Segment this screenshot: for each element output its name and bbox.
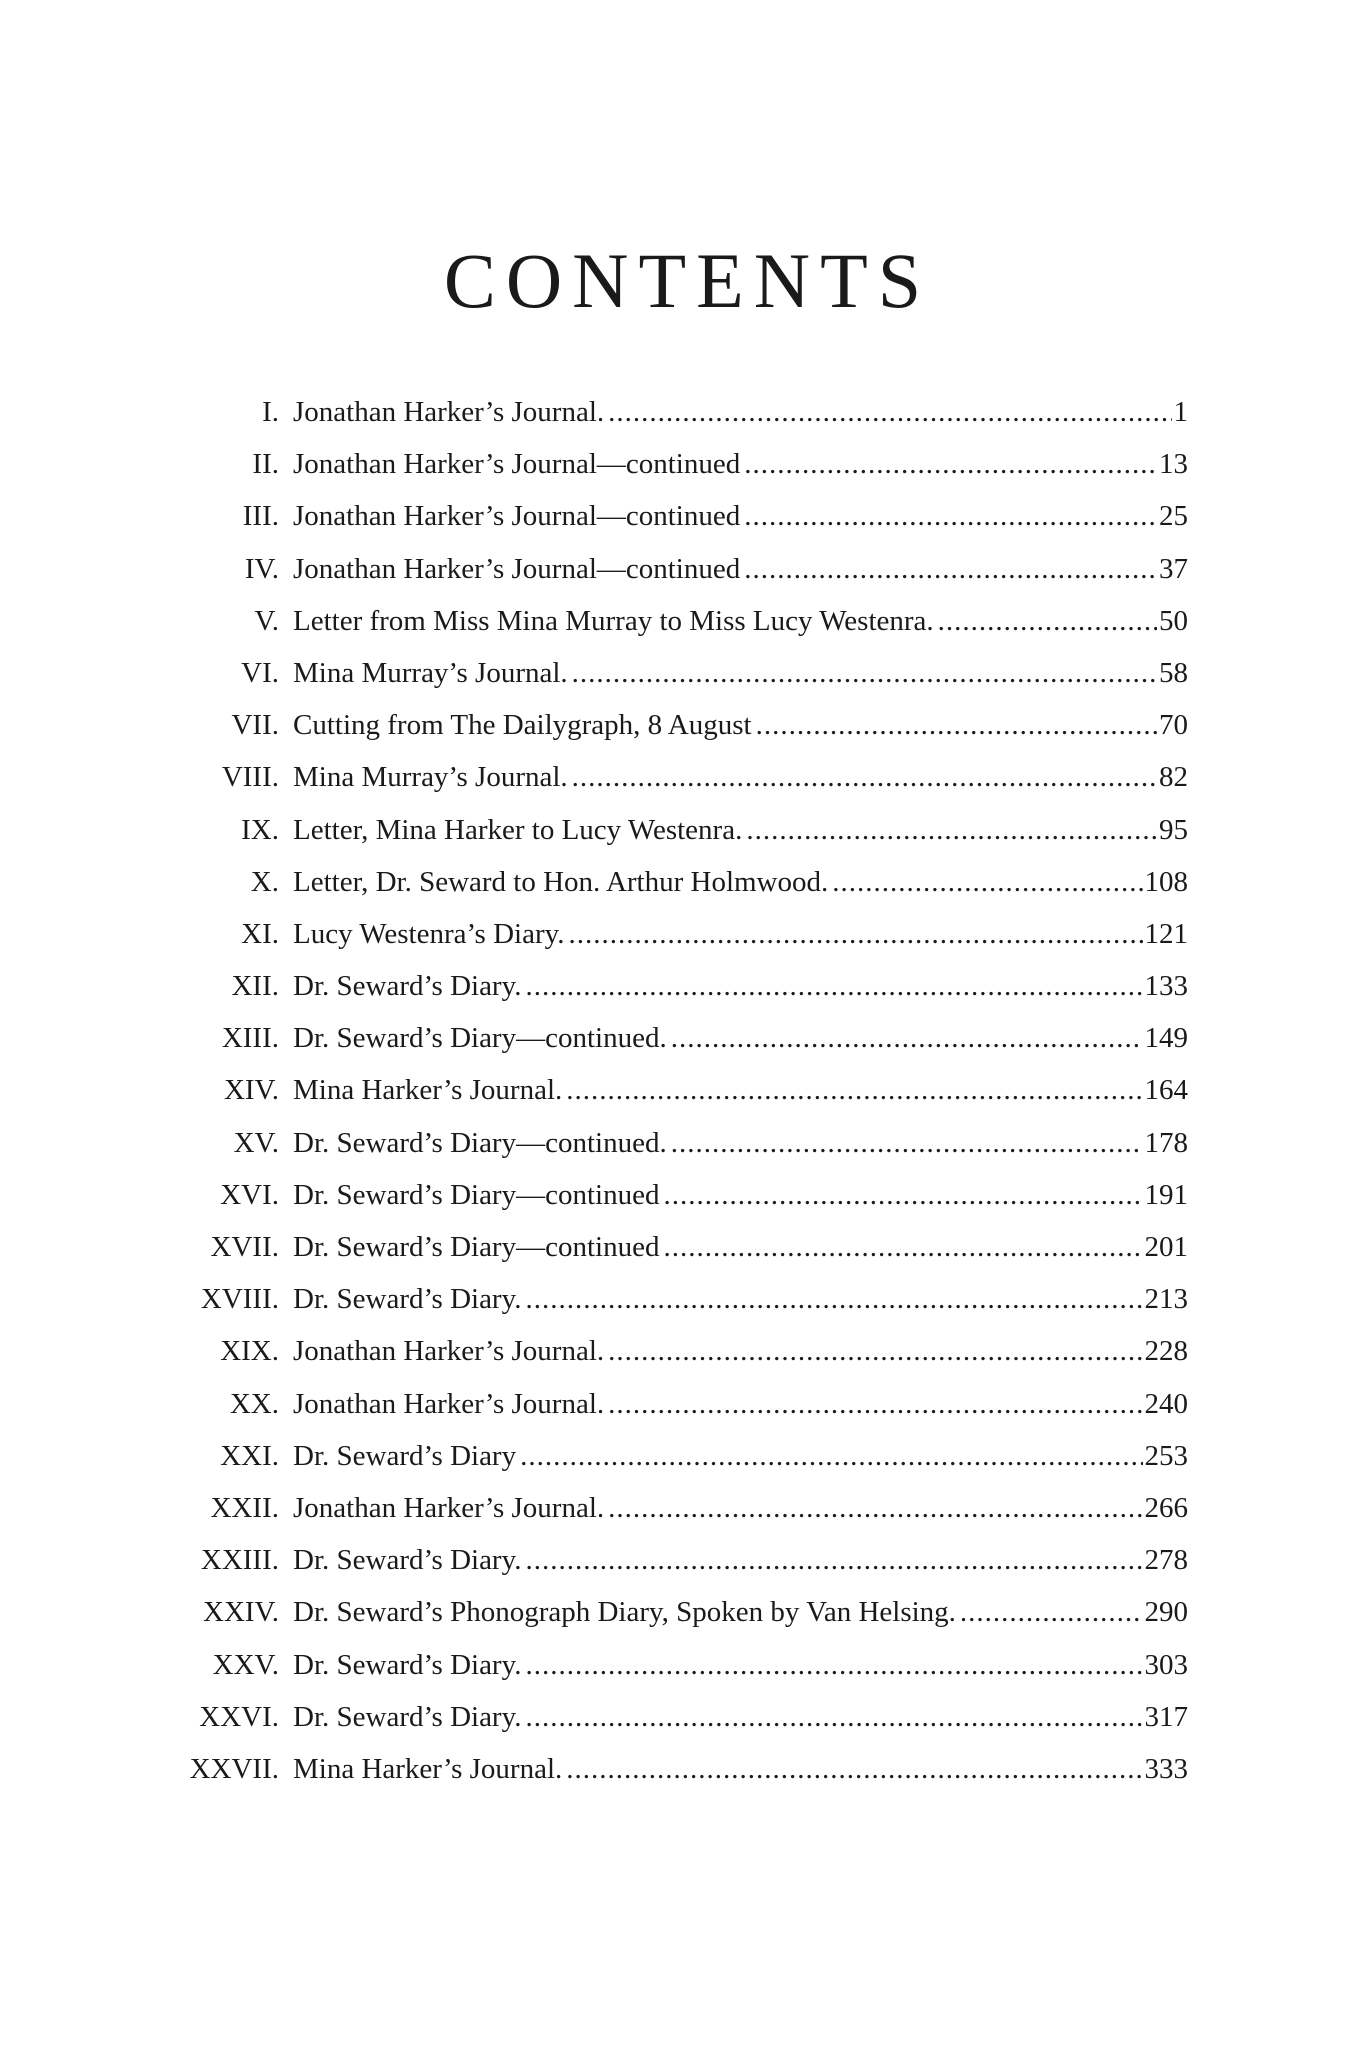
dot-leader [525, 1639, 1142, 1691]
dot-leader [663, 1221, 1142, 1273]
chapter-title: Dr. Seward’s Diary. [293, 1544, 522, 1577]
page-number: 240 [1144, 1387, 1188, 1420]
chapter-number: XX. [229, 1387, 279, 1420]
dot-leader [938, 595, 1157, 647]
page-number: 37 [1159, 552, 1188, 585]
toc-entry [185, 1691, 1188, 1743]
page-number: 253 [1144, 1439, 1188, 1472]
chapter-number: IX. [241, 813, 279, 846]
dot-leader [744, 438, 1157, 490]
page-number: 290 [1144, 1596, 1188, 1629]
chapter-title: Dr. Seward’s Diary—continued. [293, 1022, 667, 1055]
chapter-title: Lucy Westenra’s Diary. [293, 917, 565, 950]
page-number: 133 [1144, 970, 1188, 1003]
page-number: 333 [1144, 1752, 1188, 1785]
toc-entry [185, 386, 1188, 438]
dot-leader [671, 1012, 1143, 1064]
toc-entry [185, 438, 1188, 490]
chapter-number: X. [250, 865, 279, 898]
toc-entry [185, 1012, 1188, 1064]
toc-entry [185, 1221, 1188, 1273]
page-number: 25 [1159, 500, 1188, 533]
chapter-title: Letter from Miss Mina Murray to Miss Lucy Westenra. [293, 604, 934, 637]
toc-entry [185, 908, 1188, 960]
table-of-contents [185, 386, 1188, 1795]
chapter-title: Dr. Seward’s Diary—continued [293, 1231, 660, 1263]
toc-entry [185, 1064, 1188, 1116]
chapter-number: XXV. [212, 1648, 279, 1681]
chapter-title: Letter, Mina Harker to Lucy Westenra. [293, 813, 743, 846]
chapter-number: I. [262, 396, 279, 428]
chapter-title: Mina Harker’s Journal. [293, 1074, 563, 1107]
page-number: 70 [1159, 709, 1188, 742]
toc-entry [185, 699, 1188, 751]
chapter-title: Jonathan Harker’s Journal. [293, 1491, 605, 1524]
chapter-title: Mina Harker’s Journal. [293, 1752, 563, 1785]
dot-leader [566, 1064, 1142, 1116]
dot-leader [572, 751, 1157, 803]
dot-leader [960, 1586, 1143, 1638]
chapter-number: VII. [231, 709, 279, 742]
toc-entry [185, 1117, 1188, 1169]
chapter-number: VIII. [221, 761, 279, 794]
dot-leader [608, 1378, 1142, 1430]
chapter-number: V. [254, 604, 279, 637]
toc-entry [185, 1273, 1188, 1325]
dot-leader [608, 1482, 1142, 1534]
chapter-title: Dr. Seward’s Diary—continued. [293, 1126, 667, 1159]
page-number: 228 [1144, 1335, 1188, 1368]
toc-entry [185, 647, 1188, 699]
chapter-number: XII. [231, 970, 279, 1003]
chapter-title: Jonathan Harker’s Journal—continued [293, 500, 741, 533]
dot-leader [671, 1117, 1143, 1169]
toc-entry [185, 1482, 1188, 1534]
chapter-number: XXIII. [200, 1544, 279, 1577]
chapter-title: Letter, Dr. Seward to Hon. Arthur Holmwood. [293, 865, 829, 898]
chapter-number: XI. [241, 917, 279, 950]
dot-leader [525, 1691, 1142, 1743]
chapter-title: Jonathan Harker’s Journal. [293, 1387, 605, 1420]
chapter-number: XXI. [220, 1439, 279, 1472]
chapter-title: Dr. Seward’s Diary—continued [293, 1178, 660, 1211]
dot-leader [525, 1534, 1142, 1586]
page-number: 164 [1144, 1074, 1188, 1107]
chapter-number: XIII. [221, 1022, 279, 1055]
chapter-title: Dr. Seward’s Phonograph Diary, Spoken by Van Helsing. [293, 1596, 956, 1629]
chapter-title: Jonathan Harker’s Journal. [293, 396, 605, 428]
dot-leader [744, 490, 1157, 542]
chapter-number: XXII. [210, 1491, 279, 1524]
dot-leader [746, 804, 1157, 856]
toc-entry [185, 751, 1188, 803]
page-number: 317 [1144, 1700, 1188, 1733]
chapter-number: XVII. [210, 1231, 279, 1263]
chapter-number: IV. [244, 552, 279, 585]
page-title: CONTENTS [443, 237, 932, 324]
page-number: 303 [1144, 1648, 1188, 1681]
dot-leader [568, 908, 1142, 960]
chapter-number: XVI. [220, 1178, 279, 1211]
dot-leader [525, 1273, 1142, 1325]
chapter-title: Dr. Seward’s Diary. [293, 1648, 522, 1681]
dot-leader [608, 386, 1171, 438]
page-number: 58 [1159, 656, 1188, 689]
dot-leader [663, 1169, 1142, 1221]
page-number: 82 [1159, 761, 1188, 794]
toc-entry [185, 490, 1188, 542]
page-number: 95 [1159, 813, 1188, 846]
chapter-title: Dr. Seward’s Diary. [293, 1283, 522, 1316]
chapter-number: II. [252, 448, 279, 481]
dot-leader [832, 856, 1142, 908]
dot-leader [744, 543, 1157, 595]
toc-entry [185, 1169, 1188, 1221]
toc-entry [185, 1430, 1188, 1482]
chapter-title: Jonathan Harker’s Journal—continued [293, 552, 741, 585]
page-number: 121 [1144, 917, 1188, 950]
toc-entry [185, 595, 1188, 647]
chapter-number: XIX. [220, 1335, 279, 1368]
dot-leader [525, 960, 1142, 1012]
toc-entry [185, 804, 1188, 856]
toc-entry [185, 960, 1188, 1012]
dot-leader [520, 1430, 1142, 1482]
page-number: 266 [1144, 1491, 1188, 1524]
chapter-title: Dr. Seward’s Diary [293, 1439, 517, 1472]
page-number: 108 [1144, 865, 1188, 898]
chapter-title: Mina Murray’s Journal. [293, 656, 568, 689]
chapter-title: Dr. Seward’s Diary. [293, 1700, 522, 1733]
dot-leader [756, 699, 1157, 751]
toc-entry [185, 543, 1188, 595]
chapter-number: XXVI. [199, 1700, 279, 1733]
toc-entry [185, 1743, 1188, 1795]
chapter-number: XIV. [223, 1074, 279, 1107]
dot-leader [566, 1743, 1142, 1795]
chapter-number: XXIV. [203, 1596, 279, 1629]
page-number: 1 [1173, 396, 1188, 428]
toc-entry [185, 1639, 1188, 1691]
dot-leader [608, 1325, 1142, 1377]
page-number: 213 [1144, 1283, 1188, 1316]
toc-entry [185, 1325, 1188, 1377]
page-number: 50 [1159, 604, 1188, 637]
chapter-number: III. [242, 500, 279, 533]
toc-entry [185, 1586, 1188, 1638]
page-number: 278 [1144, 1544, 1188, 1577]
chapter-number: XVIII. [200, 1283, 279, 1316]
chapter-title: Cutting from The Dailygraph, 8 August [293, 709, 752, 742]
toc-entry [185, 1534, 1188, 1586]
toc-entry [185, 1378, 1188, 1430]
page-number: 191 [1144, 1178, 1188, 1211]
dot-leader [572, 647, 1157, 699]
chapter-number: XV. [233, 1126, 279, 1159]
page-number: 178 [1144, 1126, 1188, 1159]
chapter-title: Mina Murray’s Journal. [293, 761, 568, 794]
chapter-title: Dr. Seward’s Diary. [293, 970, 522, 1003]
page-number: 13 [1159, 448, 1188, 481]
chapter-number: VI. [241, 656, 279, 689]
chapter-title: Jonathan Harker’s Journal—continued [293, 448, 741, 481]
page-number: 149 [1144, 1022, 1188, 1055]
chapter-number: XXVII. [189, 1752, 279, 1785]
page-number: 201 [1144, 1231, 1188, 1263]
chapter-title: Jonathan Harker’s Journal. [293, 1335, 605, 1368]
toc-entry [185, 856, 1188, 908]
